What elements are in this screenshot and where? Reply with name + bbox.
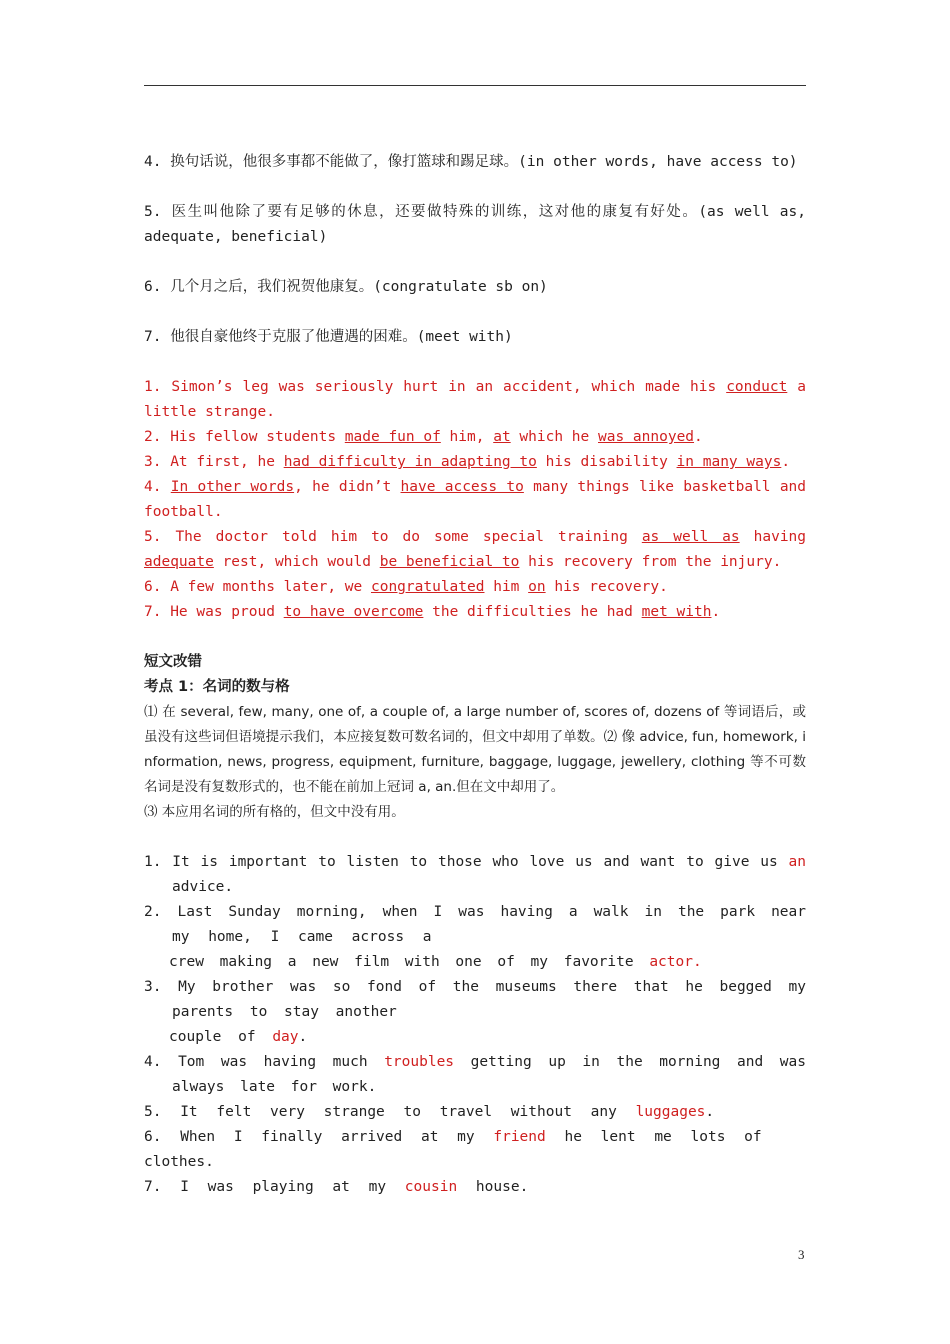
exercise-3-cont2: couple of day. (169, 1029, 308, 1045)
translation-q7: 7. 他很自豪他终于克服了他遭遇的困难。(meet with) (144, 329, 513, 345)
exercise-3-cont: parents to stay another (172, 1004, 397, 1020)
exercise-list (144, 850, 806, 1200)
page-number: 3 (798, 1247, 805, 1262)
translation-q4: 4. 换句话说，他很多事都不能做了，像打篮球和踢足球。(in other words, have access to) (144, 154, 798, 170)
answer-6: 6. A few months later, we congratulated him on his recovery. (144, 579, 668, 595)
exercise-5: 5. It felt very strange to travel without any luggages. (144, 1104, 715, 1120)
answer-3: 3. At first, he had difficulty in adapting to his disability in many ways. (144, 454, 791, 470)
grammar-note-3: ⑶ 本应用名词的所有格的，但文中没有用。 (144, 804, 405, 820)
answer-1: 1. Simon’s leg was seriously hurt in an accident, which made his conduct a little strange. (144, 379, 806, 420)
exercise-4: 4. Tom was having much troubles getting up in the morning and was (144, 1054, 806, 1070)
translation-q6: 6. 几个月之后，我们祝贺他康复。(congratulate sb on) (144, 279, 548, 295)
section-subtitle: 考点 1：名词的数与格 (144, 679, 290, 695)
exercise-3: 3. My brother was so fond of the museums there that he begged my (144, 979, 806, 995)
section-title: 短文改错 (144, 654, 202, 670)
exercise-4-cont: always late for work. (172, 1079, 377, 1095)
exercise-1: 1. It is important to listen to those who love us and want to give us an (144, 854, 806, 870)
translation-q5: 5. 医生叫他除了要有足够的休息，还要做特殊的训练，这对他的康复有好处。(as well as, adequate, beneficial) (144, 204, 806, 245)
answer-2: 2. His fellow students made fun of him, at which he was annoyed. (144, 429, 703, 445)
answer-5: 5. The doctor told him to do some special training as well as having adequate rest, which would be beneficial to his recovery from the injury. (144, 529, 807, 570)
header-rule (144, 85, 806, 86)
exercise-1-cont: advice. (172, 879, 234, 895)
exercise-2: 2. Last Sunday morning, when I was having a walk in the park near (144, 904, 806, 920)
exercise-2-cont: my home, I came across a (172, 929, 432, 945)
exercise-6: 6. When I finally arrived at my friend he lent me lots of clothes. (144, 1129, 762, 1170)
document-body (144, 150, 806, 1200)
exercise-2-cont2: crew making a new film with one of my favorite actor. (169, 954, 702, 970)
exercise-7: 7. I was playing at my cousin house. (144, 1179, 529, 1195)
answer-7: 7. He was proud to have overcome the difficulties he had met with. (144, 604, 721, 620)
answer-4: 4. In other words, he didn’t have access to many things like basketball and football. (144, 479, 807, 520)
grammar-note-1-2: ⑴ 在 several, few, many, one of, a couple of, a large number of, scores of, dozens of 等词语后，或虽没有这些词但语境提示我们，本应接复数可数名词的，但文中却用了单数。⑵ 像 advice, fun, homework, information, news, progress, equipment, furniture, baggage, luggage, jewellery, clothing 等不可数名词是没有复数形式的，也不能在前加上冠词 a, an.但在文中却用了。 (144, 704, 806, 795)
answer-key (144, 375, 806, 625)
